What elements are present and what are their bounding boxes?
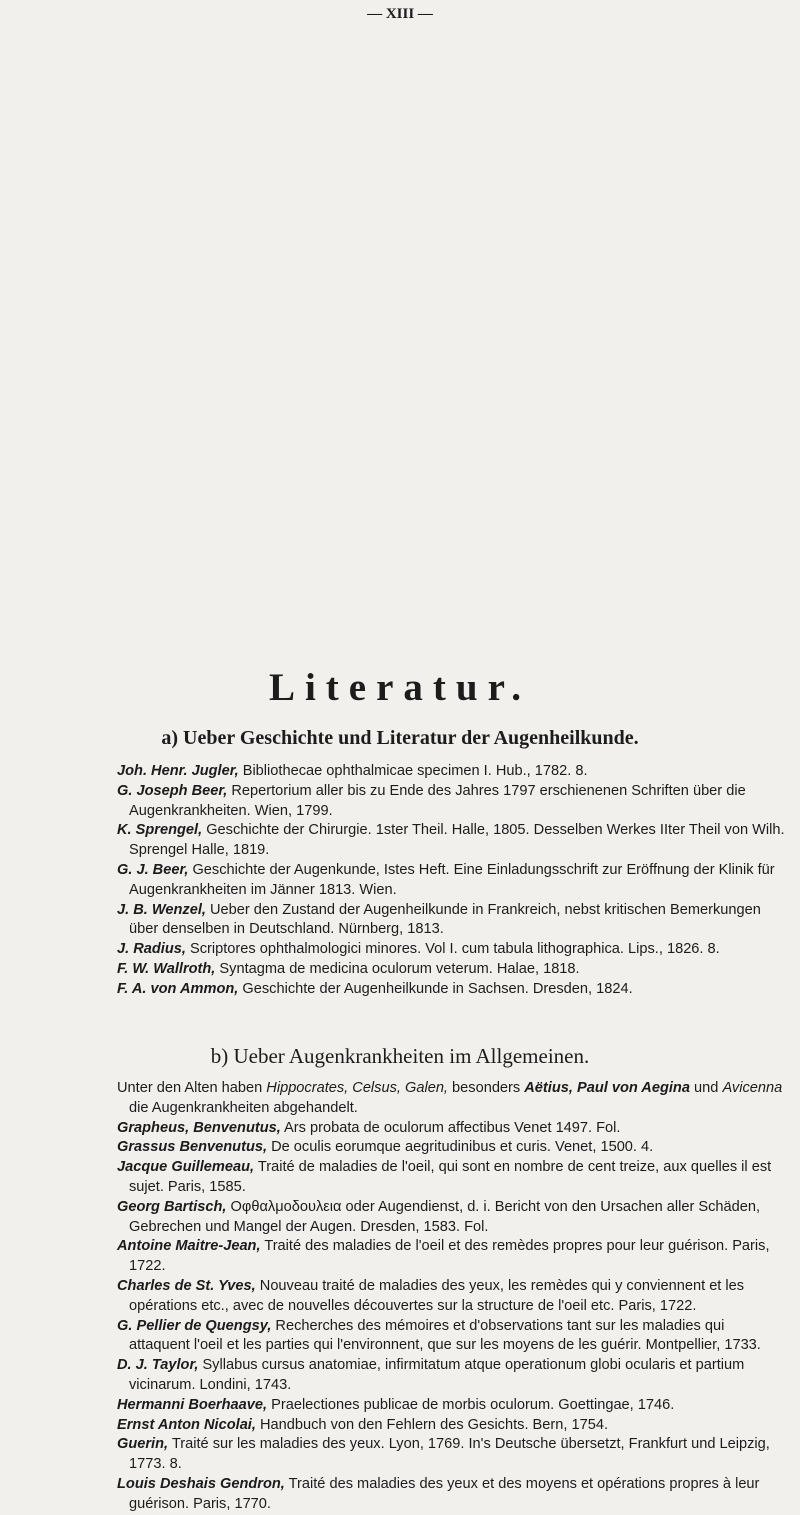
entry-author: J. Radius, bbox=[117, 941, 186, 958]
entry-text: Ars probata de oculorum affectibus Venet 1497. Fol. bbox=[280, 1119, 621, 1136]
entry-text: Repertorium aller bis zu Ende des Jahres 1797 erschienenen Schriften über die Augenkrankheiten. Wien, 1799. bbox=[129, 782, 746, 819]
entry-author: G. Pellier de Quengsy, bbox=[117, 1317, 272, 1334]
entry-author: Ernst Anton Nicolai, bbox=[117, 1416, 256, 1433]
intro-text: die Augenkrankheiten abgehandelt. bbox=[129, 1099, 358, 1116]
section-a-entries bbox=[117, 762, 785, 1000]
entry-author: Hermanni Boerhaave, bbox=[117, 1396, 268, 1413]
entry-text: Traité sur les maladies des yeux. Lyon, 1769. In's Deutsche übersetzt, Frankfurt und Leipzig, 1773. 8. bbox=[129, 1436, 770, 1473]
bibliography-entry bbox=[117, 1138, 785, 1158]
page-number-header: — XIII — bbox=[367, 6, 433, 22]
entry-author: Louis Deshais Gendron, bbox=[117, 1475, 285, 1492]
entry-text: Bibliothecae ophthalmicae specimen I. Hub., 1782. 8. bbox=[238, 763, 588, 779]
intro-authors: Avicenna bbox=[722, 1080, 783, 1096]
entry-author: K. Sprengel, bbox=[117, 822, 203, 839]
entry-text: Traité des maladies des yeux et des moyens et opérations propres à leur guérison. Paris, 1770. bbox=[129, 1475, 760, 1512]
entry-author: F. W. Wallroth, bbox=[117, 960, 216, 977]
entry-author: G. Joseph Beer, bbox=[117, 782, 228, 799]
bibliography-entry bbox=[117, 762, 785, 782]
section-b-entries bbox=[117, 1079, 785, 1515]
bibliography-entry bbox=[117, 1475, 785, 1515]
entry-author: J. B. Wenzel, bbox=[117, 901, 206, 918]
intro-text: Unter den Alten haben bbox=[117, 1080, 267, 1096]
entry-author: G. J. Beer, bbox=[117, 861, 189, 878]
bibliography-entry bbox=[117, 1277, 785, 1317]
intro-authors: Aëtius, Paul von Aegina bbox=[524, 1080, 690, 1096]
entry-text: Syllabus cursus anatomiae, infirmitatum atque operationum globi ocularis et partium vicinarum. Londini, 1743. bbox=[129, 1357, 745, 1393]
entry-text: Handbuch von den Fehlern des Gesichts. Bern, 1754. bbox=[255, 1416, 609, 1433]
bibliography-entry bbox=[117, 861, 785, 901]
bibliography-entry bbox=[117, 1416, 785, 1436]
bibliography-entry bbox=[117, 1396, 785, 1416]
bibliography-entry bbox=[117, 1435, 785, 1475]
bibliography-entry bbox=[117, 960, 785, 980]
bibliography-entry bbox=[117, 782, 785, 822]
bibliography-entry bbox=[117, 821, 785, 861]
entry-text: Scriptores ophthalmologici minores. Vol I. cum tabula lithographica. Lips., 1826. 8. bbox=[185, 941, 720, 958]
section-b-heading: b) Ueber Augenkrankheiten im Allgemeinen. bbox=[210, 1044, 590, 1068]
entry-author: Grassus Benvenutus, bbox=[117, 1139, 268, 1156]
entry-text: Recherches des mémoires et d'observations tant sur les maladies qui attaquent l'oeil et les parties qui l'environnent, que sur les moyens de les guérir. Montpellier, 1733. bbox=[129, 1317, 761, 1354]
entry-author: Joh. Henr. Jugler, bbox=[117, 763, 239, 779]
bibliography-entry bbox=[117, 980, 785, 1000]
entry-author: Georg Bartisch, bbox=[117, 1198, 227, 1215]
entry-author: Charles de St. Yves, bbox=[117, 1277, 256, 1294]
entry-author: Jacque Guillemeau, bbox=[117, 1159, 255, 1176]
bibliography-entry bbox=[117, 940, 785, 960]
entry-author: Guerin, bbox=[117, 1436, 169, 1453]
entry-text: Geschichte der Chirurgie. 1ster Theil. Halle, 1805. Desselben Werkes IIter Theil von Wilh. Sprengel Halle, 1819. bbox=[129, 822, 785, 859]
page-title: Literatur. bbox=[268, 666, 532, 709]
bibliography-entry bbox=[117, 1198, 785, 1238]
entry-text: Praelectiones publicae de morbis oculorum. Goettingae, 1746. bbox=[267, 1396, 675, 1413]
entry-author: F. A. von Ammon, bbox=[117, 980, 239, 997]
entry-text: Traité des maladies de l'oeil et des remèdes propres pour leur guérison. Paris, 1722. bbox=[129, 1238, 770, 1275]
entry-text: De oculis eorumque aegritudinibus et curis. Venet, 1500. 4. bbox=[267, 1139, 654, 1156]
entry-author: Grapheus, Benvenutus, bbox=[117, 1119, 281, 1136]
entry-text: Traité de maladies de l'oeil, qui sont en nombre de cent treize, aux quelles il est sujet. Paris, 1585. bbox=[129, 1159, 772, 1195]
bibliography-entry bbox=[117, 1317, 785, 1357]
bibliography-entry bbox=[117, 1158, 785, 1198]
entry-text: Οφθαλμοδουλεια oder Augendienst, d. i. Bericht von den Ursachen aller Schäden, Gebrechen und Mangel der Augen. Dresden, 1583. Fol. bbox=[129, 1198, 761, 1235]
bibliography-entry bbox=[117, 1237, 785, 1277]
entry-text: Geschichte der Augenkunde, Istes Heft. Eine Einladungsschrift zur Eröffnung der Klinik für Augenkrankheiten im Jänner 1813. Wien. bbox=[129, 861, 775, 898]
bibliography-entry bbox=[117, 1119, 785, 1139]
intro-paragraph bbox=[117, 1079, 785, 1119]
intro-authors: Hippocrates, Celsus, Galen, bbox=[266, 1080, 448, 1096]
entry-text: Ueber den Zustand der Augenheilkunde in Frankreich, nebst kritischen Bemerkungen über denselben in Deutschland. Nürnberg, 1813. bbox=[129, 901, 761, 938]
section-a-heading: a) Ueber Geschichte und Literatur der Augenheilkunde. bbox=[161, 727, 639, 749]
intro-text: besonders bbox=[448, 1080, 525, 1096]
entry-author: D. J. Taylor, bbox=[117, 1357, 199, 1374]
bibliography-entry bbox=[117, 1356, 785, 1396]
intro-text: und bbox=[689, 1080, 723, 1096]
entry-text: Syntagma de medicina oculorum veterum. Halae, 1818. bbox=[215, 960, 580, 977]
bibliography-entry bbox=[117, 901, 785, 941]
entry-text: Nouveau traité de maladies des yeux, les remèdes qui y conviennent et les opérations etc., avec de nouvelles découvertes sur la structure de l'oeil etc. Paris, 1722. bbox=[129, 1277, 745, 1314]
entry-text: Geschichte der Augenheilkunde in Sachsen. Dresden, 1824. bbox=[238, 980, 633, 997]
entry-author: Antoine Maitre-Jean, bbox=[117, 1238, 261, 1255]
